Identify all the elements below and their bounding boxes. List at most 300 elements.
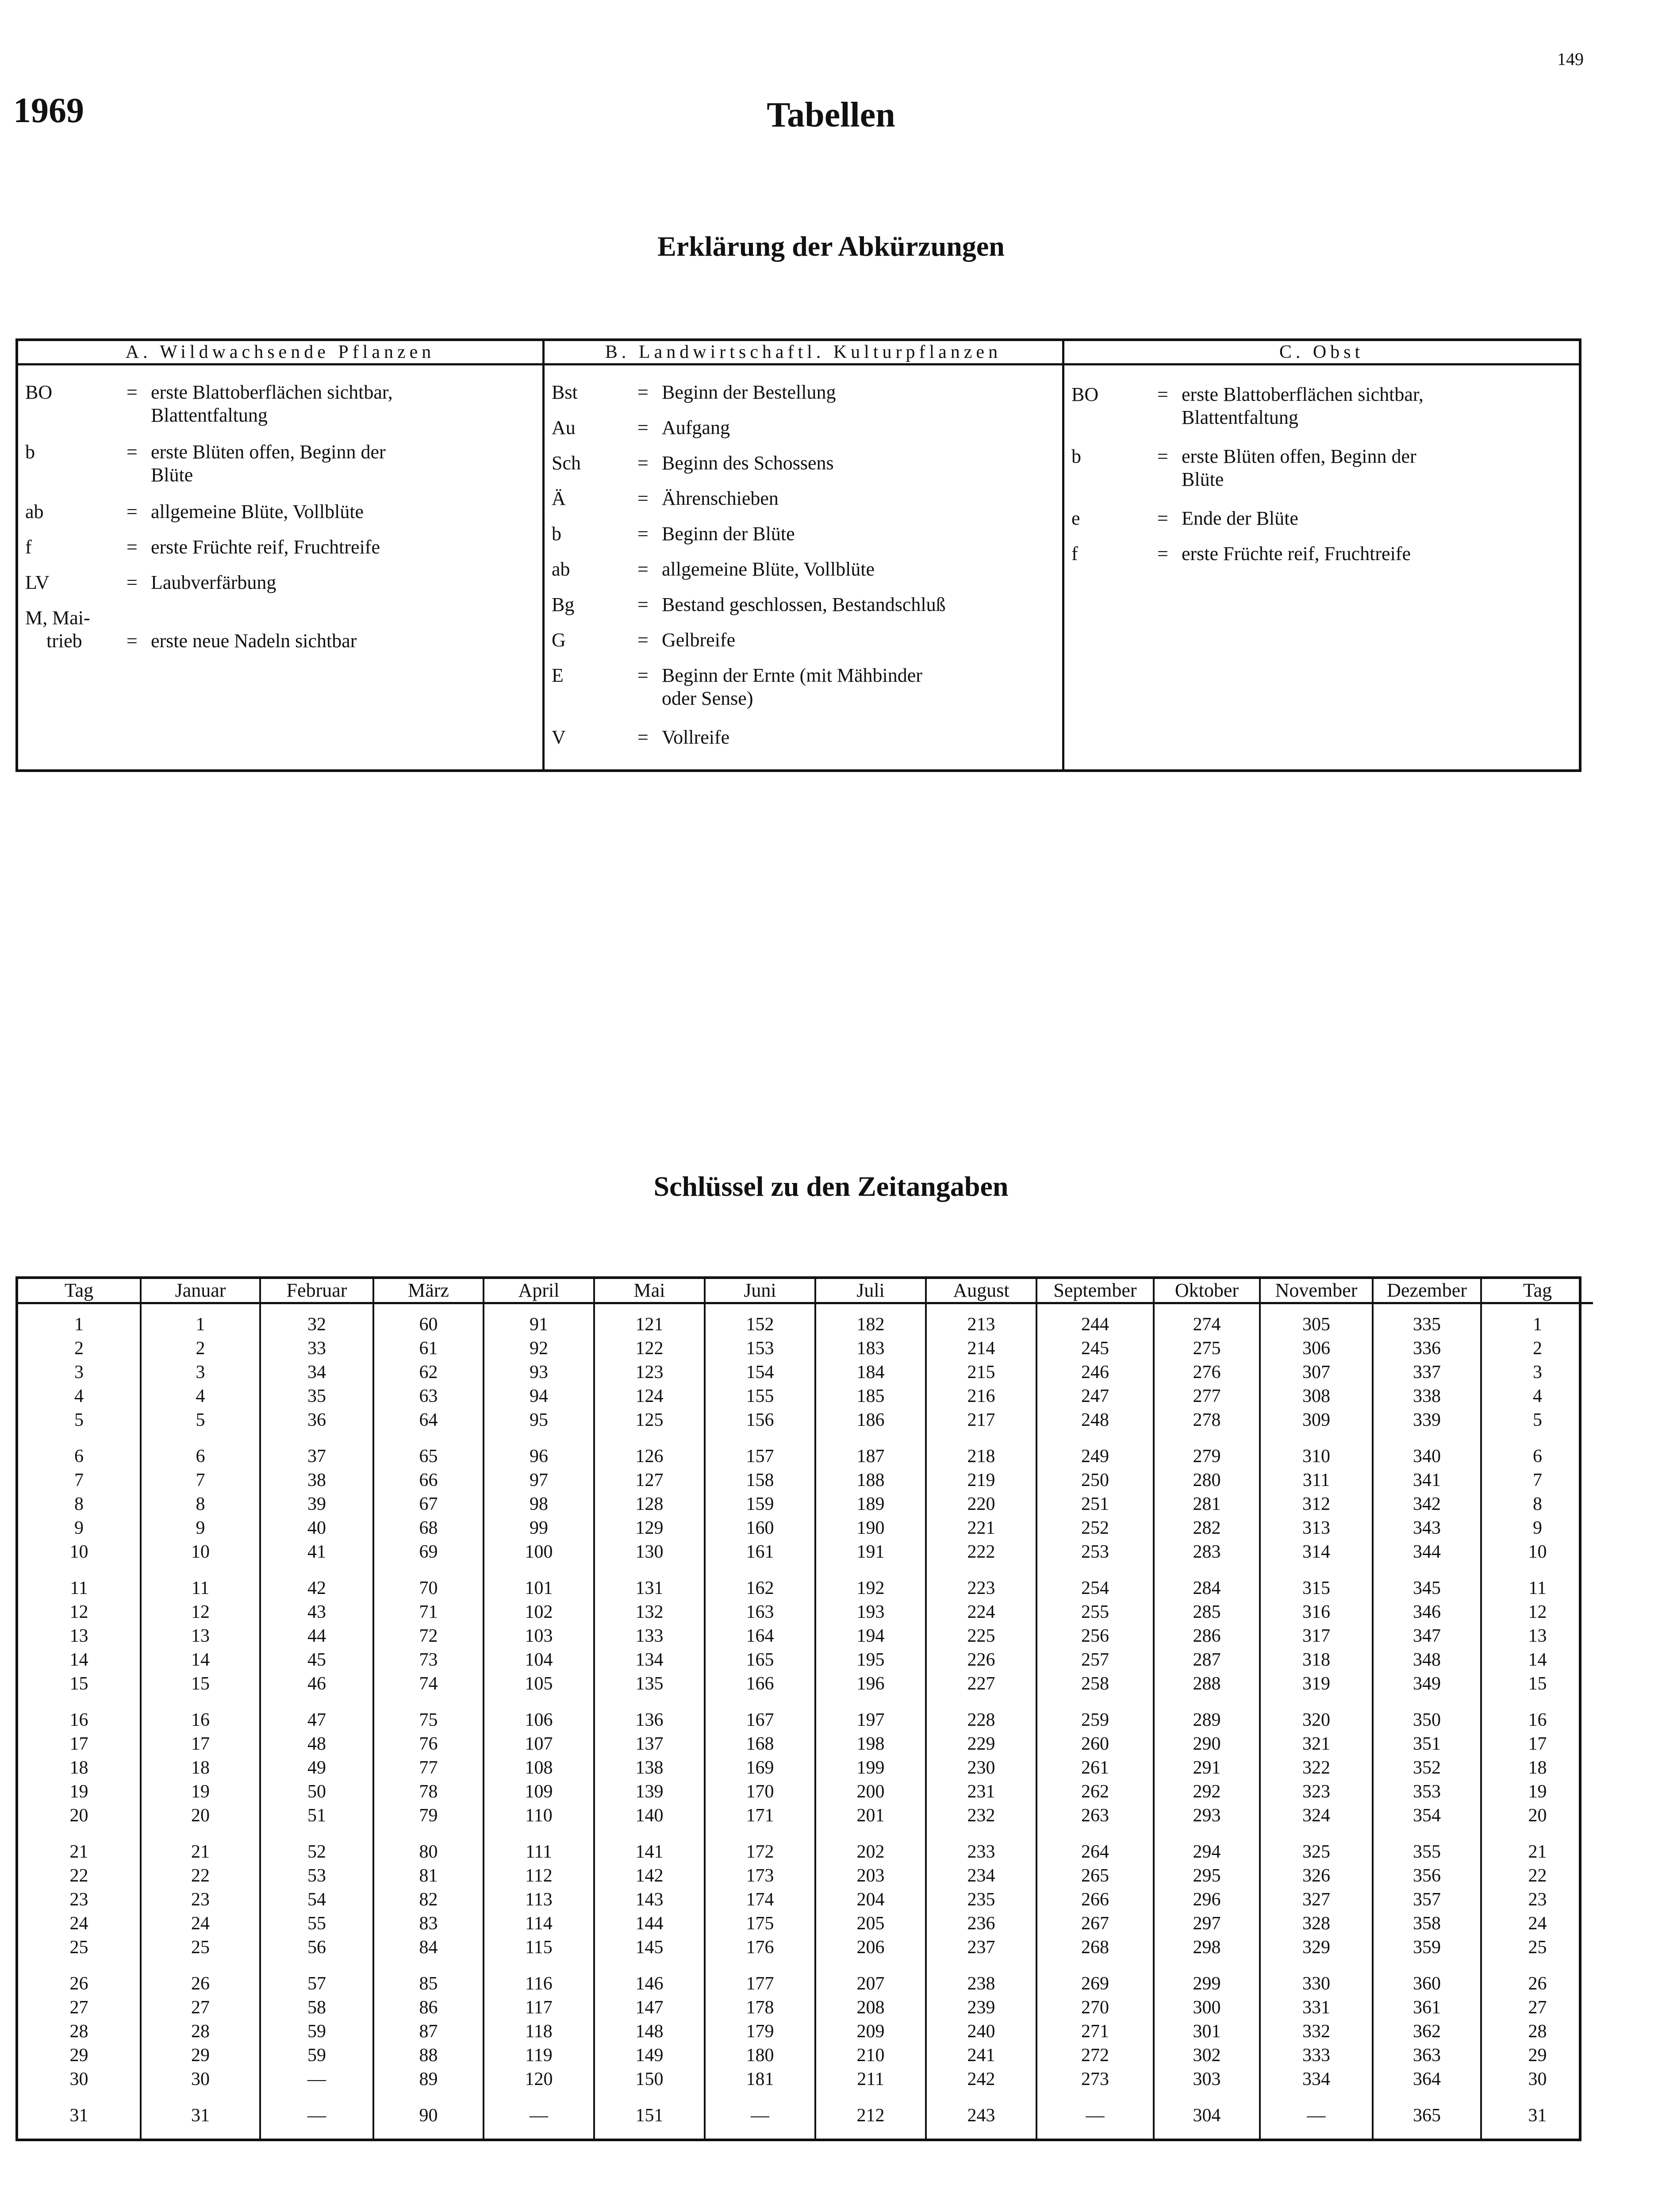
table-cell: 137 bbox=[635, 1734, 664, 1754]
table-cell: 8 bbox=[196, 1494, 205, 1514]
abbreviations-title: Erklärung der Abkürzungen bbox=[657, 230, 1005, 262]
table-cell: 264 bbox=[1081, 1842, 1109, 1862]
table-cell: 250 bbox=[1081, 1470, 1109, 1490]
table-cell: 3 bbox=[196, 1362, 205, 1382]
table-cell: 341 bbox=[1413, 1470, 1441, 1490]
table-cell: 302 bbox=[1193, 2045, 1221, 2066]
table-cell: 160 bbox=[746, 1518, 774, 1538]
table-cell: 277 bbox=[1193, 1386, 1221, 1406]
table-cell: 142 bbox=[635, 1866, 664, 1886]
table-cell: 20 bbox=[191, 1805, 210, 1826]
table-cell: 56 bbox=[307, 1937, 326, 1958]
table-cell: 103 bbox=[525, 1626, 553, 1646]
abbr-code-line: LV bbox=[25, 572, 50, 593]
table-cell: 153 bbox=[746, 1338, 774, 1359]
table-cell: 278 bbox=[1193, 1410, 1221, 1430]
table-cell: 89 bbox=[419, 2069, 438, 2089]
table-cell: 303 bbox=[1193, 2069, 1221, 2089]
table-cell: 361 bbox=[1413, 1997, 1441, 2018]
table-cell: 301 bbox=[1193, 2021, 1221, 2042]
table-cell: 174 bbox=[746, 1889, 774, 1910]
table-cell: 185 bbox=[856, 1386, 885, 1406]
equals-sign: = bbox=[637, 523, 649, 545]
definition-line: erste Blüten offen, Beginn der bbox=[1182, 445, 1416, 467]
table-cell: 269 bbox=[1081, 1974, 1109, 1994]
table-cell: 326 bbox=[1302, 1866, 1330, 1886]
equals-sign: = bbox=[1157, 384, 1168, 405]
abbr-definition-text bbox=[662, 629, 735, 652]
abbr-code-line: ab bbox=[25, 501, 44, 522]
abbr-code-line: Bst bbox=[552, 381, 578, 403]
table-cell: 323 bbox=[1302, 1782, 1330, 1802]
table-cell: 348 bbox=[1413, 1650, 1441, 1670]
table-cell: 332 bbox=[1302, 2021, 1330, 2042]
table-cell: 346 bbox=[1413, 1602, 1441, 1622]
table-cell: 260 bbox=[1081, 1734, 1109, 1754]
table-cell: 147 bbox=[635, 1997, 664, 2018]
table-cell: 329 bbox=[1302, 1937, 1330, 1958]
table-cell: 125 bbox=[635, 1410, 664, 1430]
abbr-definition-text bbox=[662, 452, 834, 475]
table-cell: 76 bbox=[419, 1734, 438, 1754]
column-april bbox=[483, 1279, 593, 2139]
table-cell: 187 bbox=[856, 1446, 885, 1467]
table-cell: 1 bbox=[1533, 1314, 1542, 1335]
table-cell: 119 bbox=[525, 2045, 553, 2066]
table-cell: 10 bbox=[1528, 1542, 1547, 1562]
column-oktober bbox=[1153, 1279, 1259, 2139]
definition-line: Beginn der Blüte bbox=[662, 523, 795, 545]
definition-line: erste Blattoberflächen sichtbar, bbox=[151, 381, 393, 403]
abbr-code bbox=[25, 381, 52, 404]
table-cell: 364 bbox=[1413, 2069, 1441, 2089]
table-cell: 279 bbox=[1193, 1446, 1221, 1467]
table-cell: 5 bbox=[196, 1410, 205, 1430]
table-cell: 256 bbox=[1081, 1626, 1109, 1646]
table-cell: 199 bbox=[856, 1758, 885, 1778]
table-cell: 152 bbox=[746, 1314, 774, 1335]
definition-line: Laubverfärbung bbox=[151, 572, 276, 593]
definition-line: oder Sense) bbox=[662, 687, 753, 709]
table-cell: 208 bbox=[856, 1997, 885, 2018]
table-cell: 327 bbox=[1302, 1889, 1330, 1910]
table-cell: 43 bbox=[307, 1602, 326, 1622]
column-header: Januar bbox=[142, 1279, 259, 1304]
table-cell: 12 bbox=[191, 1602, 210, 1622]
table-cell: 188 bbox=[856, 1470, 885, 1490]
table-cell: 190 bbox=[856, 1518, 885, 1538]
table-cell: 296 bbox=[1193, 1889, 1221, 1910]
table-cell: 230 bbox=[967, 1758, 995, 1778]
table-cell: 258 bbox=[1081, 1674, 1109, 1694]
table-cell: 49 bbox=[307, 1758, 326, 1778]
table-cell: 312 bbox=[1302, 1494, 1330, 1514]
table-cell: 246 bbox=[1081, 1362, 1109, 1382]
abbr-code-line: Au bbox=[552, 417, 576, 438]
table-cell: 26 bbox=[191, 1974, 210, 1994]
table-cell: 186 bbox=[856, 1410, 885, 1430]
table-cell: 123 bbox=[635, 1362, 664, 1382]
column-juni bbox=[704, 1279, 814, 2139]
abbr-code-line: b bbox=[1071, 445, 1081, 467]
abbr-code-line: Bg bbox=[552, 594, 575, 615]
table-cell: 224 bbox=[967, 1602, 995, 1622]
table-cell: 80 bbox=[419, 1842, 438, 1862]
table-cell: 321 bbox=[1302, 1734, 1330, 1754]
table-cell: 177 bbox=[746, 1974, 774, 1994]
abbr-section-heading: A. Wildwachsende Pflanzen bbox=[18, 341, 542, 365]
table-cell: 207 bbox=[856, 1974, 885, 1994]
abbr-code-line: G bbox=[552, 629, 566, 651]
abbr-code bbox=[1071, 507, 1080, 530]
column-header: Dezember bbox=[1374, 1279, 1480, 1304]
definition-line: Beginn des Schossens bbox=[662, 452, 834, 474]
table-cell: 365 bbox=[1413, 2105, 1441, 2126]
column-m-rz bbox=[372, 1279, 483, 2139]
table-cell: 359 bbox=[1413, 1937, 1441, 1958]
column-dezember bbox=[1372, 1279, 1480, 2139]
table-cell: 354 bbox=[1413, 1805, 1441, 1826]
table-cell: 232 bbox=[967, 1805, 995, 1826]
table-cell: 59 bbox=[307, 2021, 326, 2042]
table-cell: 19 bbox=[69, 1782, 88, 1802]
column-header: Oktober bbox=[1155, 1279, 1259, 1304]
table-cell: 102 bbox=[525, 1602, 553, 1622]
table-cell: 114 bbox=[525, 1913, 553, 1934]
abbr-definition-text bbox=[662, 726, 729, 749]
abbr-section-heading: C. Obst bbox=[1064, 341, 1579, 365]
table-cell: 345 bbox=[1413, 1578, 1441, 1598]
table-cell: 255 bbox=[1081, 1602, 1109, 1622]
column-header: Juli bbox=[816, 1279, 925, 1304]
table-cell: 328 bbox=[1302, 1913, 1330, 1934]
table-cell: 166 bbox=[746, 1674, 774, 1694]
table-cell: 130 bbox=[635, 1542, 664, 1562]
table-cell: 270 bbox=[1081, 1997, 1109, 2018]
table-cell: 288 bbox=[1193, 1674, 1221, 1694]
table-cell: 3 bbox=[1533, 1362, 1542, 1382]
table-cell: 337 bbox=[1413, 1362, 1441, 1382]
table-cell: 26 bbox=[69, 1974, 88, 1994]
table-cell: 126 bbox=[635, 1446, 664, 1467]
definition-line: Blattentfaltung bbox=[1182, 407, 1298, 428]
abbr-code-line: E bbox=[552, 664, 564, 686]
table-cell: 178 bbox=[746, 1997, 774, 2018]
table-cell: 298 bbox=[1193, 1937, 1221, 1958]
table-cell: 362 bbox=[1413, 2021, 1441, 2042]
abbr-code-line: trieb bbox=[46, 630, 82, 652]
table-cell: — bbox=[307, 2105, 326, 2126]
table-cell: 235 bbox=[967, 1889, 995, 1910]
table-cell: 117 bbox=[525, 1997, 553, 2018]
table-cell: 25 bbox=[191, 1937, 210, 1958]
definition-line: Blüte bbox=[1182, 469, 1224, 490]
table-cell: 62 bbox=[419, 1362, 438, 1382]
abbr-definition-text bbox=[151, 536, 380, 559]
table-cell: 194 bbox=[856, 1626, 885, 1646]
definition-line: erste Früchte reif, Fruchtreife bbox=[151, 536, 380, 558]
table-cell: 165 bbox=[746, 1650, 774, 1670]
equals-sign: = bbox=[637, 488, 649, 509]
table-cell: 8 bbox=[74, 1494, 84, 1514]
table-cell: 233 bbox=[967, 1842, 995, 1862]
abbr-code bbox=[1071, 383, 1098, 406]
table-cell: 132 bbox=[635, 1602, 664, 1622]
abbr-code bbox=[552, 522, 561, 545]
table-cell: 27 bbox=[69, 1997, 88, 2018]
definition-line: Vollreife bbox=[662, 726, 730, 748]
table-cell: 29 bbox=[69, 2045, 88, 2066]
table-cell: 19 bbox=[191, 1782, 210, 1802]
abbr-code-line: M, Mai- bbox=[25, 607, 90, 629]
table-cell: 72 bbox=[419, 1626, 438, 1646]
table-cell: 37 bbox=[307, 1446, 326, 1467]
table-cell: — bbox=[1086, 2105, 1105, 2126]
table-cell: 292 bbox=[1193, 1782, 1221, 1802]
abbr-code bbox=[552, 487, 566, 510]
equals-sign: = bbox=[637, 629, 649, 651]
abbr-code-line: ab bbox=[552, 558, 570, 580]
table-cell: 12 bbox=[69, 1602, 88, 1622]
table-cell: 7 bbox=[74, 1470, 84, 1490]
definition-line: Beginn der Ernte (mit Mähbinder bbox=[662, 664, 922, 686]
table-cell: 151 bbox=[635, 2105, 664, 2126]
table-cell: 363 bbox=[1413, 2045, 1441, 2066]
table-cell: 244 bbox=[1081, 1314, 1109, 1335]
table-cell: 201 bbox=[856, 1805, 885, 1826]
table-cell: 64 bbox=[419, 1410, 438, 1430]
table-cell: 128 bbox=[635, 1494, 664, 1514]
table-cell: 217 bbox=[967, 1410, 995, 1430]
table-cell: 281 bbox=[1193, 1494, 1221, 1514]
table-cell: 216 bbox=[967, 1386, 995, 1406]
table-cell: 283 bbox=[1193, 1542, 1221, 1562]
table-cell: 317 bbox=[1302, 1626, 1330, 1646]
table-cell: 26 bbox=[1528, 1974, 1547, 1994]
table-cell: 65 bbox=[419, 1446, 438, 1467]
table-cell: 211 bbox=[857, 2069, 884, 2089]
table-cell: 239 bbox=[967, 1997, 995, 2018]
table-cell: 229 bbox=[967, 1734, 995, 1754]
column-november bbox=[1259, 1279, 1372, 2139]
abbr-code bbox=[552, 452, 581, 475]
table-cell: 54 bbox=[307, 1889, 326, 1910]
table-cell: 170 bbox=[746, 1782, 774, 1802]
definition-line: erste Früchte reif, Fruchtreife bbox=[1182, 543, 1411, 565]
table-cell: 320 bbox=[1302, 1710, 1330, 1730]
table-cell: 315 bbox=[1302, 1578, 1330, 1598]
table-cell: 10 bbox=[69, 1542, 88, 1562]
abbr-code bbox=[552, 558, 570, 581]
column-header: Tag bbox=[1482, 1279, 1593, 1304]
table-cell: 289 bbox=[1193, 1710, 1221, 1730]
table-cell: 267 bbox=[1081, 1913, 1109, 1934]
table-cell: 93 bbox=[530, 1362, 548, 1382]
table-cell: 331 bbox=[1302, 1997, 1330, 2018]
table-cell: 5 bbox=[74, 1410, 84, 1430]
table-cell: 149 bbox=[635, 2045, 664, 2066]
column-header: März bbox=[374, 1279, 483, 1304]
definition-line: Blüte bbox=[151, 464, 193, 486]
table-cell: 237 bbox=[967, 1937, 995, 1958]
table-cell: 169 bbox=[746, 1758, 774, 1778]
table-cell: 22 bbox=[69, 1866, 88, 1886]
table-cell: 30 bbox=[1528, 2069, 1547, 2089]
table-cell: 44 bbox=[307, 1626, 326, 1646]
table-cell: 168 bbox=[746, 1734, 774, 1754]
abbr-code bbox=[552, 664, 564, 687]
table-cell: 81 bbox=[419, 1866, 438, 1886]
table-cell: 343 bbox=[1413, 1518, 1441, 1538]
table-cell: 198 bbox=[856, 1734, 885, 1754]
abbr-definition-text bbox=[662, 522, 795, 545]
abbr-code-line: e bbox=[1071, 507, 1080, 529]
table-cell: 221 bbox=[967, 1518, 995, 1538]
table-cell: 293 bbox=[1193, 1805, 1221, 1826]
table-cell: 210 bbox=[856, 2045, 885, 2066]
table-cell: 33 bbox=[307, 1338, 326, 1359]
table-cell: 5 bbox=[1533, 1410, 1542, 1430]
table-cell: 15 bbox=[69, 1674, 88, 1694]
table-cell: 285 bbox=[1193, 1602, 1221, 1622]
table-cell: 82 bbox=[419, 1889, 438, 1910]
table-cell: 163 bbox=[746, 1602, 774, 1622]
abbr-code-line: BO bbox=[25, 381, 53, 403]
table-cell: 294 bbox=[1193, 1842, 1221, 1862]
table-cell: 109 bbox=[525, 1782, 553, 1802]
table-cell: 349 bbox=[1413, 1674, 1441, 1694]
table-cell: 2 bbox=[1533, 1338, 1542, 1359]
abbr-definition-text bbox=[662, 593, 946, 616]
table-cell: 247 bbox=[1081, 1386, 1109, 1406]
abbr-code bbox=[1071, 542, 1078, 565]
table-cell: 171 bbox=[746, 1805, 774, 1826]
table-cell: 304 bbox=[1193, 2105, 1221, 2126]
table-cell: 339 bbox=[1413, 1410, 1441, 1430]
column-januar bbox=[140, 1279, 259, 2139]
table-cell: 335 bbox=[1413, 1314, 1441, 1335]
table-cell: 347 bbox=[1413, 1626, 1441, 1646]
table-cell: 319 bbox=[1302, 1674, 1330, 1694]
abbr-code bbox=[552, 629, 566, 652]
table-cell: 145 bbox=[635, 1937, 664, 1958]
table-cell: 172 bbox=[746, 1842, 774, 1862]
column-header: August bbox=[927, 1279, 1036, 1304]
table-cell: 79 bbox=[419, 1805, 438, 1826]
table-cell: 306 bbox=[1302, 1338, 1330, 1359]
table-cell: 113 bbox=[525, 1889, 553, 1910]
table-cell: 18 bbox=[69, 1758, 88, 1778]
table-cell: 7 bbox=[196, 1470, 205, 1490]
equals-sign: = bbox=[127, 501, 138, 522]
definition-line: Beginn der Bestellung bbox=[662, 381, 836, 403]
table-cell: 254 bbox=[1081, 1578, 1109, 1598]
table-cell: 352 bbox=[1413, 1758, 1441, 1778]
equals-sign: = bbox=[637, 726, 649, 748]
table-cell: 222 bbox=[967, 1542, 995, 1562]
table-cell: 220 bbox=[967, 1494, 995, 1514]
table-cell: 6 bbox=[74, 1446, 84, 1467]
abbr-section-obst bbox=[1062, 341, 1579, 769]
time-key-table bbox=[15, 1276, 1581, 2141]
key-title: Schlüssel zu den Zeitangaben bbox=[653, 1171, 1009, 1202]
table-cell: 9 bbox=[196, 1518, 205, 1538]
table-cell: 94 bbox=[530, 1386, 548, 1406]
table-cell: 259 bbox=[1081, 1710, 1109, 1730]
table-cell: 155 bbox=[746, 1386, 774, 1406]
page-title: Tabellen bbox=[767, 96, 895, 134]
abbr-definition-text bbox=[1182, 445, 1416, 491]
table-cell: 23 bbox=[69, 1889, 88, 1910]
table-cell: 97 bbox=[530, 1470, 548, 1490]
table-cell: 133 bbox=[635, 1626, 664, 1646]
table-cell: 164 bbox=[746, 1626, 774, 1646]
table-cell: 342 bbox=[1413, 1494, 1441, 1514]
table-cell: 31 bbox=[1528, 2105, 1547, 2126]
table-cell: 30 bbox=[69, 2069, 88, 2089]
abbr-code-line: Sch bbox=[552, 452, 581, 474]
table-cell: 77 bbox=[419, 1758, 438, 1778]
equals-sign: = bbox=[127, 572, 138, 593]
equals-sign: = bbox=[1157, 445, 1168, 467]
abbr-definition-text bbox=[1182, 383, 1424, 429]
table-cell: 34 bbox=[307, 1362, 326, 1382]
table-cell: 8 bbox=[1533, 1494, 1542, 1514]
table-cell: 48 bbox=[307, 1734, 326, 1754]
column-tag bbox=[18, 1279, 140, 2139]
column-mai bbox=[593, 1279, 704, 2139]
table-cell: 310 bbox=[1302, 1446, 1330, 1467]
table-cell: 150 bbox=[635, 2069, 664, 2089]
definition-line: Gelbreife bbox=[662, 629, 736, 651]
table-cell: 110 bbox=[525, 1805, 553, 1826]
table-cell: 24 bbox=[1528, 1913, 1547, 1934]
table-cell: 240 bbox=[967, 2021, 995, 2042]
table-cell: 57 bbox=[307, 1974, 326, 1994]
table-cell: 30 bbox=[191, 2069, 210, 2089]
table-cell: 351 bbox=[1413, 1734, 1441, 1754]
table-cell: 2 bbox=[196, 1338, 205, 1359]
table-cell: 300 bbox=[1193, 1997, 1221, 2018]
table-cell: 75 bbox=[419, 1710, 438, 1730]
table-cell: 238 bbox=[967, 1974, 995, 1994]
column-september bbox=[1036, 1279, 1153, 2139]
table-cell: 316 bbox=[1302, 1602, 1330, 1622]
table-cell: 15 bbox=[191, 1674, 210, 1694]
table-cell: 124 bbox=[635, 1386, 664, 1406]
table-cell: 272 bbox=[1081, 2045, 1109, 2066]
table-cell: 23 bbox=[191, 1889, 210, 1910]
table-cell: 144 bbox=[635, 1913, 664, 1934]
table-cell: 36 bbox=[307, 1410, 326, 1430]
abbr-code bbox=[552, 593, 574, 616]
table-cell: 223 bbox=[967, 1578, 995, 1598]
table-cell: 25 bbox=[1528, 1937, 1547, 1958]
table-cell: 290 bbox=[1193, 1734, 1221, 1754]
table-cell: 322 bbox=[1302, 1758, 1330, 1778]
table-cell: 16 bbox=[191, 1710, 210, 1730]
equals-sign: = bbox=[127, 630, 138, 652]
table-cell: 18 bbox=[191, 1758, 210, 1778]
table-cell: 204 bbox=[856, 1889, 885, 1910]
column-header: April bbox=[484, 1279, 593, 1304]
abbr-definition-text bbox=[151, 500, 364, 523]
equals-sign: = bbox=[637, 417, 649, 438]
abbr-code-line: b bbox=[25, 441, 35, 463]
table-cell: 4 bbox=[196, 1386, 205, 1406]
table-cell: 225 bbox=[967, 1626, 995, 1646]
table-cell: 268 bbox=[1081, 1937, 1109, 1958]
